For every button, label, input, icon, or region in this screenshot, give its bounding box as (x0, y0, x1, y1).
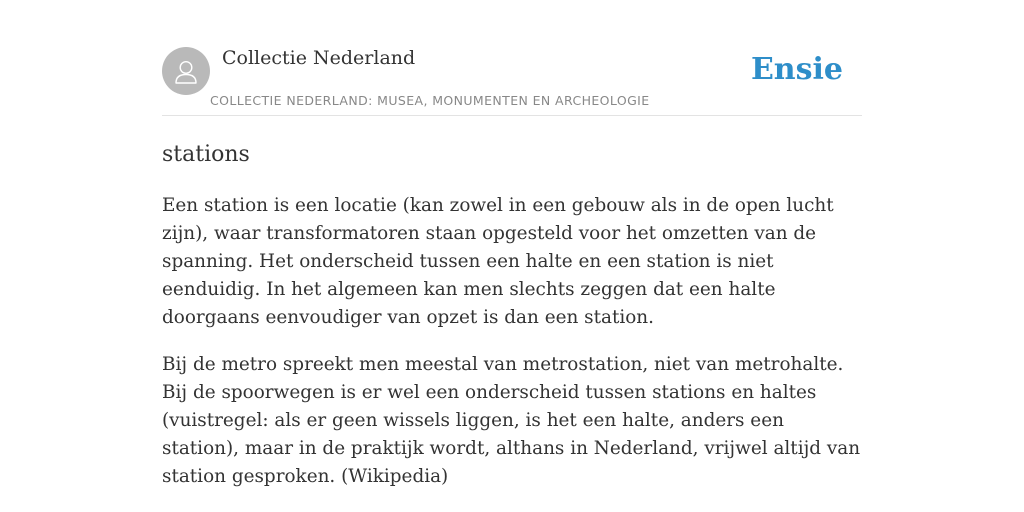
author-avatar[interactable] (162, 47, 210, 95)
ensie-logo[interactable]: Ensie (750, 52, 843, 87)
collection-subtitle[interactable]: COLLECTIE NEDERLAND: MUSEA, MONUMENTEN EN ARCHEOLOGIE (210, 93, 650, 108)
entry-paragraph: Bij de metro spreekt men meestal van metrostation, niet van metrohalte. Bij de spoorwegen is er wel een onderscheid tussen stations en haltes (vuistregel: als er geen wissels liggen, is het een halte, anders een station), maar in de praktijk wordt, althans in Nederland, vrijwel altijd van station gesproken. (Wikipedia) (162, 354, 861, 487)
definition-card (162, 0, 862, 512)
user-silhouette-icon (162, 47, 210, 95)
entry-body (162, 192, 862, 510)
header-divider (162, 115, 862, 116)
entry-title: stations (162, 142, 250, 167)
entry-paragraph: Een station is een locatie (kan zowel in een gebouw als in de open lucht zijn), waar transformatoren staan opgesteld voor het omzetten van de spanning. Het onderscheid tussen een halte en een station is niet eenduidig. In het algemeen kan men slechts zeggen dat een halte doorgaans eenvoudiger van opzet is dan een station. (162, 195, 834, 328)
author-name[interactable]: Collectie Nederland (222, 47, 416, 69)
